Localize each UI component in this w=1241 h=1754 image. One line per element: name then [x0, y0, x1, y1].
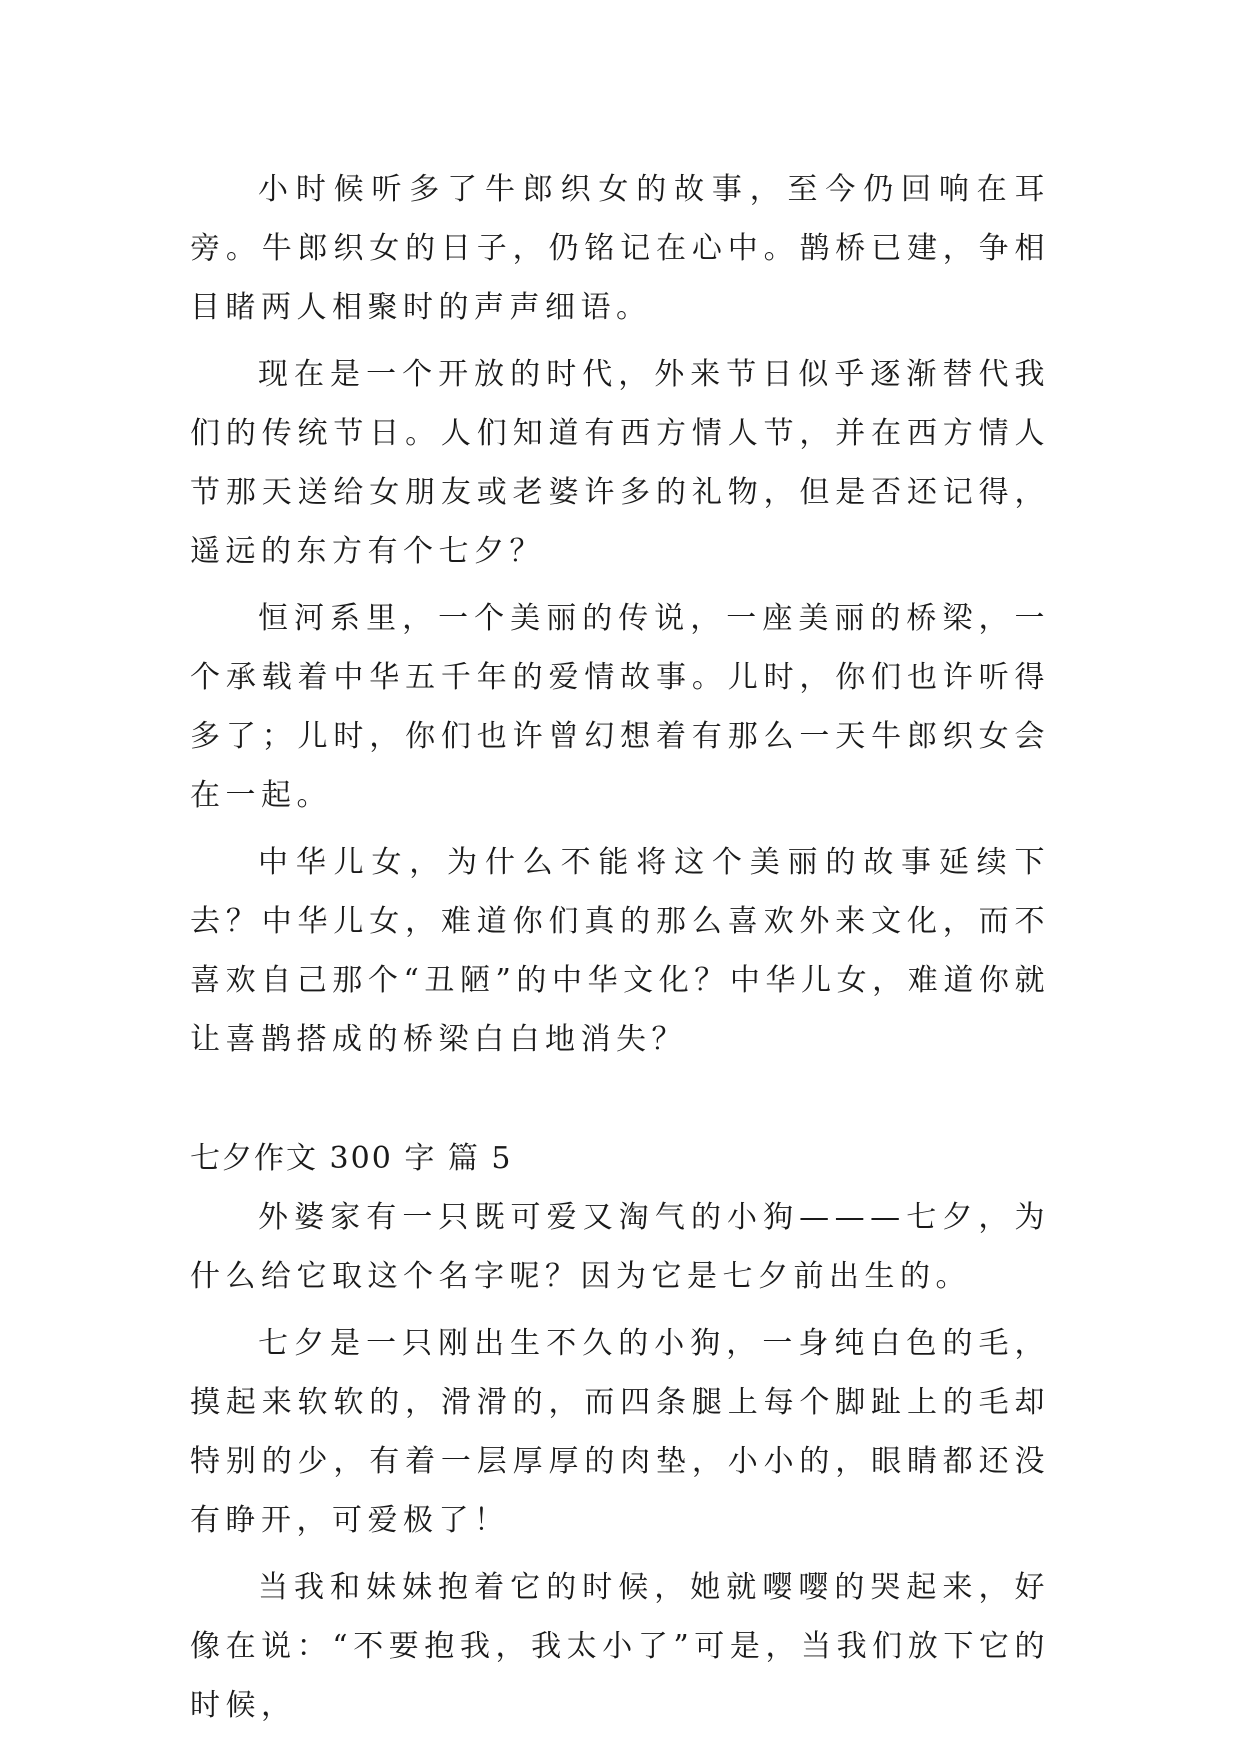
paragraph: 外婆家有一只既可爱又淘气的小狗———七夕，为什么给它取这个名字呢？因为它是七夕前出生的。 — [190, 1200, 1050, 1294]
section-title: 七夕作文 300 字 篇 5 — [190, 1141, 513, 1176]
section-gap — [190, 1077, 1050, 1129]
paragraph: 中华儿女，为什么不能将这个美丽的故事延续下去？中华儿女，难道你们真的那么喜欢外来文化，而不喜欢自己那个“丑陋”的中华文化？中华儿女，难道你就让喜鹊搭成的桥梁白白地消失？ — [190, 845, 1050, 1057]
paragraph: 小时候听多了牛郎织女的故事，至今仍回响在耳旁。牛郎织女的日子，仍铭记在心中。鹊桥已建，争相目睹两人相聚时的声声细语。 — [190, 172, 1050, 325]
paragraph: 当我和妹妹抱着它的时候，她就嘤嘤的哭起来，好像在说：“不要抱我，我太小了”可是，当我们放下它的时候， — [190, 1570, 1050, 1723]
document-body — [190, 160, 1050, 1743]
paragraph: 七夕是一只刚出生不久的小狗，一身纯白色的毛，摸起来软软的，滑滑的，而四条腿上每个脚趾上的毛却特别的少，有着一层厚厚的肉垫，小小的，眼睛都还没有睁开，可爱极了！ — [190, 1326, 1050, 1538]
paragraph: 恒河系里，一个美丽的传说，一座美丽的桥梁，一个承载着中华五千年的爱情故事。儿时，你们也许听得多了；儿时，你们也许曾幻想着有那么一天牛郎织女会在一起。 — [190, 601, 1050, 813]
paragraph: 现在是一个开放的时代，外来节日似乎逐渐替代我们的传统节日。人们知道有西方情人节，并在西方情人节那天送给女朋友或老婆许多的礼物，但是否还记得，遥远的东方有个七夕？ — [190, 357, 1050, 569]
